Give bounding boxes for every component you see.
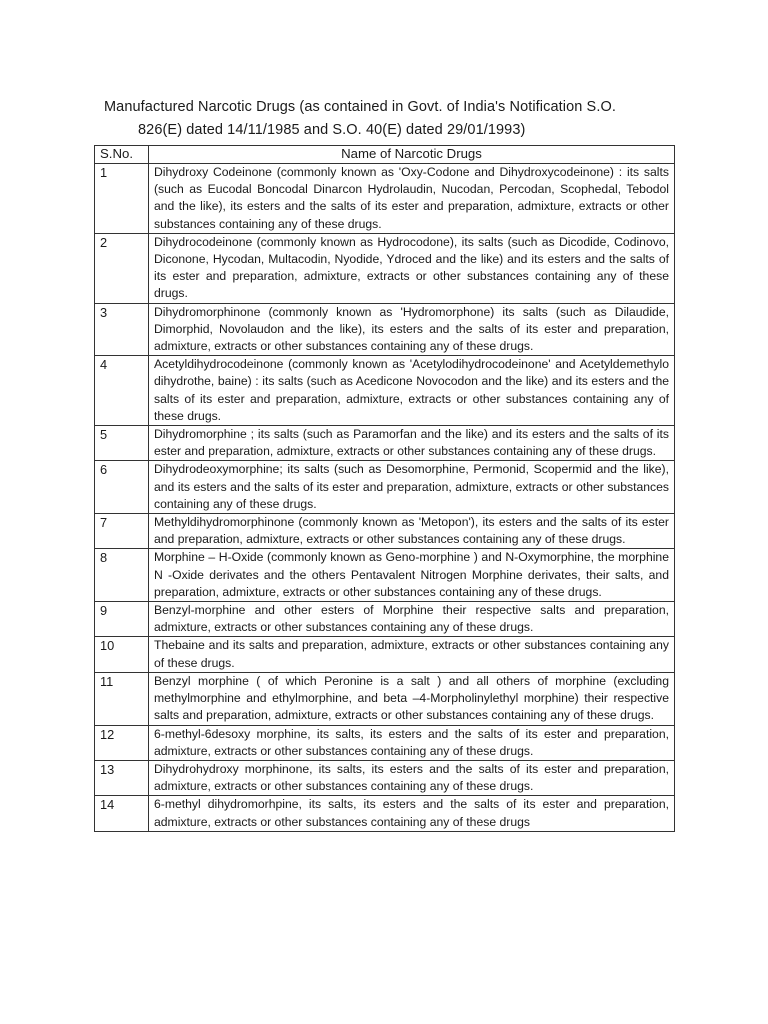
row-drug-name: Acetyldihydrocodeinone (commonly known as 'Acetylodihydrocodeinone' and Acetyldemethylo dihydrothe, baine) : its salts (such as Acedicone Novocodon and the like) and its esters and the salts of its ester and preparation, admixture, extracts or other substances containing any of these drugs. bbox=[149, 356, 675, 426]
row-sno: 10 bbox=[95, 637, 149, 672]
row-sno: 8 bbox=[95, 549, 149, 602]
row-drug-name: Methyldihydromorphinone (commonly known as 'Metopon'), its esters and the salts of its ester and preparation, admixture, extracts or other substances containing any of these drugs. bbox=[149, 514, 675, 549]
row-sno: 11 bbox=[95, 672, 149, 725]
narcotic-drugs-table bbox=[94, 145, 675, 832]
row-drug-name: Dihydrodeoxymorphine; its salts (such as Desomorphine, Permonid, Scopermid and the like), and its esters and the salts of its ester and preparation, admixture, extracts or other substances containing any of these drugs. bbox=[149, 461, 675, 514]
title-line-1: Manufactured Narcotic Drugs (as contained in Govt. of India's Notification S.O. bbox=[104, 99, 616, 115]
row-sno: 14 bbox=[95, 796, 149, 831]
table-row bbox=[95, 672, 675, 725]
row-drug-name: Dihydrocodeinone (commonly known as Hydrocodone), its salts (such as Dicodide, Codinovo, Diconone, Hycodan, Multacodin, Nyodide, Ydroced and the like) and its esters and the salts of its ester and preparation, admixture, extracts or other substances containing any of these drugs. bbox=[149, 233, 675, 303]
row-sno: 9 bbox=[95, 602, 149, 637]
table-row bbox=[95, 796, 675, 831]
row-sno: 4 bbox=[95, 356, 149, 426]
title-line-2: 826(E) dated 14/11/1985 and S.O. 40(E) dated 29/01/1993) bbox=[138, 122, 526, 138]
table-row bbox=[95, 426, 675, 461]
table-row bbox=[95, 760, 675, 795]
row-drug-name: Benzyl-morphine and other esters of Morphine their respective salts and preparation, admixture, extracts or other substances containing any of these drugs. bbox=[149, 602, 675, 637]
table-row bbox=[95, 637, 675, 672]
row-drug-name: Dihydroxy Codeinone (commonly known as 'Oxy-Codone and Dihydroxycodeinone) : its salts (such as Eucodal Boncodal Dinarcon Hydrolaudin, Nucodan, Percodan, Scophedal, Tebodol and the like), its esters and the salts of its ester and preparation, admixture, extracts or other substances containing any of these drugs. bbox=[149, 164, 675, 234]
table-row bbox=[95, 233, 675, 303]
row-sno: 13 bbox=[95, 760, 149, 795]
row-sno: 5 bbox=[95, 426, 149, 461]
row-drug-name: Dihydrohydroxy morphinone, its salts, its esters and the salts of its ester and preparation, admixture, extracts or other substances containing any of these drugs. bbox=[149, 760, 675, 795]
table-row bbox=[95, 164, 675, 234]
table-row bbox=[95, 549, 675, 602]
row-drug-name: 6-methyl dihydromorhpine, its salts, its esters and the salts of its ester and preparation, admixture, extracts or other substances containing any of these drugs bbox=[149, 796, 675, 831]
row-sno: 6 bbox=[95, 461, 149, 514]
table-row bbox=[95, 725, 675, 760]
row-sno: 1 bbox=[95, 164, 149, 234]
row-drug-name: Dihydromorphinone (commonly known as 'Hydromorphone) its salts (such as Dilaudide, Dimorphid, Novolaudon and the like), its esters and the salts of its ester and preparation, admixture, extracts or other substances containing any of these drugs. bbox=[149, 303, 675, 356]
row-sno: 12 bbox=[95, 725, 149, 760]
document-title bbox=[92, 96, 676, 142]
row-sno: 7 bbox=[95, 514, 149, 549]
column-header-sno: S.No. bbox=[95, 146, 149, 164]
table-row bbox=[95, 514, 675, 549]
table-row bbox=[95, 356, 675, 426]
column-header-name: Name of Narcotic Drugs bbox=[149, 146, 675, 164]
table-header-row bbox=[95, 146, 675, 164]
table-row bbox=[95, 303, 675, 356]
table-row bbox=[95, 461, 675, 514]
table-row bbox=[95, 602, 675, 637]
row-sno: 3 bbox=[95, 303, 149, 356]
row-drug-name: 6-methyl-6desoxy morphine, its salts, its esters and the salts of its ester and preparation, admixture, extracts or other substances containing any of these drugs. bbox=[149, 725, 675, 760]
row-drug-name: Thebaine and its salts and preparation, admixture, extracts or other substances containing any of these drugs. bbox=[149, 637, 675, 672]
row-drug-name: Benzyl morphine ( of which Peronine is a salt ) and all others of morphine (excluding methylmorphine and ethylmorphine, and beta –4-Morpholinylethyl morphine) their respective salts and preparation, admixture, extracts or other substances containing any of these drugs. bbox=[149, 672, 675, 725]
row-sno: 2 bbox=[95, 233, 149, 303]
row-drug-name: Dihydromorphine ; its salts (such as Paramorfan and the like) and its esters and the salts of its ester and preparation, admixture, extracts or other substances containing any of these drugs. bbox=[149, 426, 675, 461]
row-drug-name: Morphine – H-Oxide (commonly known as Geno-morphine ) and N-Oxymorphine, the morphine N -Oxide derivates and the others Pentavalent Nitrogen Morphine derivates, their salts, and preparation, admixture, extracts or other substances containing any of these drugs. bbox=[149, 549, 675, 602]
